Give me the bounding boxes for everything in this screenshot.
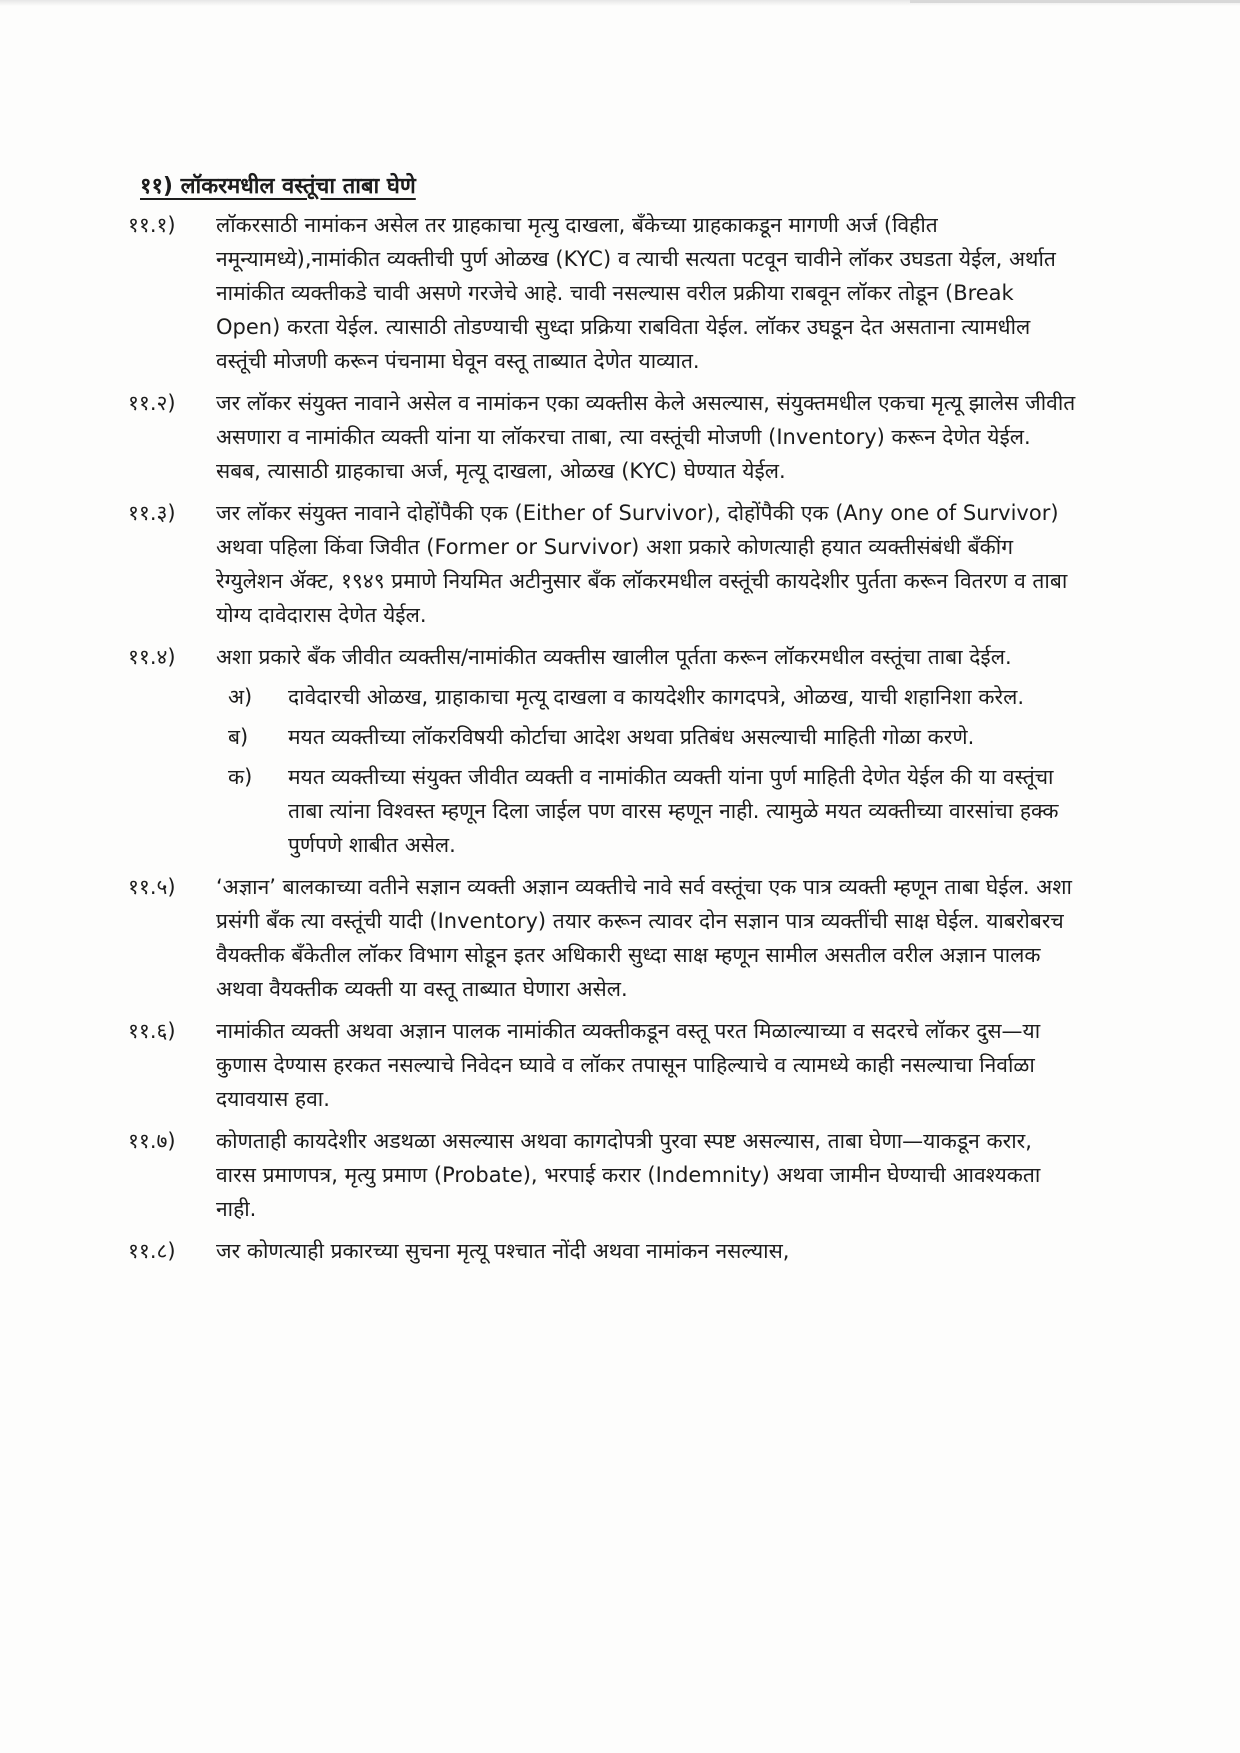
clause-11-8 xyxy=(128,1234,1078,1268)
sub-clause-label: क) xyxy=(228,765,253,789)
sub-clause-label: ब) xyxy=(228,725,249,749)
clause-number: ११.५) xyxy=(128,875,176,899)
clause-text: जर कोणत्याही प्रकारच्या सुचना मृत्यू पश्चात नोंदी अथवा नामांकन नसल्यास, xyxy=(216,1239,790,1263)
clause-text: जर लॉकर संयुक्त नावाने असेल व नामांकन एका व्यक्तीस केले असल्यास, संयुक्तमधील एकचा मृत्यू झालेस जीवीत असणारा व नामांकीत व्यक्ती यांना या लॉकरचा ताबा, त्या वस्तूंची मोजणी (Inventory) करून देणेत येईल. सबब, त्यासाठी ग्राहकाचा अर्ज, मृत्यू दाखला, ओळख (KYC) घेण्यात येईल. xyxy=(216,391,1076,483)
clause-11-5 xyxy=(128,870,1078,1006)
clause-11-1 xyxy=(128,208,1078,378)
clause-number: ११.७) xyxy=(128,1129,176,1153)
sub-clause-c xyxy=(228,760,1078,862)
document-body xyxy=(128,170,1078,1276)
clause-text: ‘अज्ञान’ बालकाच्या वतीने सज्ञान व्यक्ती अज्ञान व्यक्तीचे नावे सर्व वस्तूंचा एक पात्र व्यक्ती म्हणून ताबा घेईल. अशा प्रसंगी बँक त्या वस्तूंची यादी (Inventory) तयार करून त्यावर दोन सज्ञान पात्र व्यक्तींची साक्ष घेईल. याबरोबरच वैयक्तीक बँकेतील लॉकर विभाग सोडून इतर अधिकारी सुध्दा साक्ष म्हणून सामील असतील वरील अज्ञान पालक अथवा वैयक्तीक व्यक्ती या वस्तू ताब्यात घेणारा असेल. xyxy=(216,875,1072,1001)
section-title: ११) लॉकरमधील वस्तूंचा ताबा घेणे xyxy=(140,174,416,199)
clause-11-2 xyxy=(128,386,1078,488)
clause-number: ११.२) xyxy=(128,391,176,415)
clause-number: ११.८) xyxy=(128,1239,176,1263)
sub-clause-b xyxy=(228,720,1078,754)
sub-clause-label: अ) xyxy=(228,685,253,709)
clause-11-4 xyxy=(128,640,1078,862)
clause-11-3 xyxy=(128,496,1078,632)
clause-text: जर लॉकर संयुक्त नावाने दोहोंपैकी एक (Either of Survivor), दोहोंपैकी एक (Any one of Survivor) अथवा पहिला किंवा जिवीत (Former or Survivor) अशा प्रकारे कोणत्याही हयात व्यक्तीसंबंधी बँकींग रेग्युलेशन ॲक्ट, १९४९ प्रमाणे नियमित अटीनुसार बँक लॉकरमधील वस्तूंची कायदेशीर पुर्तता करून वितरण व ताबा योग्य दावेदारास देणेत येईल. xyxy=(216,501,1068,627)
clause-number: ११.३) xyxy=(128,501,176,525)
clause-11-7 xyxy=(128,1124,1078,1226)
clause-text: नामांकीत व्यक्ती अथवा अज्ञान पालक नामांकीत व्यक्तीकडून वस्तू परत मिळाल्याच्या व सदरचे लॉकर दुस—या कुणास देण्यास हरकत नसल्याचे निवेदन घ्यावे व लॉकर तपासून पाहिल्याचे व त्यामध्ये काही नसल्याचा निर्वाळा दयावयास हवा. xyxy=(216,1019,1041,1111)
clause-text: कोणताही कायदेशीर अडथळा असल्यास अथवा कागदोपत्री पुरवा स्पष्ट असल्यास, ताबा घेणा—याकडून करार, वारस प्रमाणपत्र, मृत्यु प्रमाण (Probate), भरपाई करार (Indemnity) अथवा जामीन घेण्याची आवश्यकता नाही. xyxy=(216,1129,1041,1221)
clause-text: लॉकरसाठी नामांकन असेल तर ग्राहकाचा मृत्यु दाखला, बँकेच्या ग्राहकाकडून मागणी अर्ज (विहीत नमून्यामध्ये),नामांकीत व्यक्तीची पुर्ण ओळख (KYC) व त्याची सत्यता पटवून चावीने लॉकर उघडता येईल, अर्थात नामांकीत व्यक्तीकडे चावी असणे गरजेचे आहे. चावी नसल्यास वरील प्रक्रीया राबवून लॉकर तोडून (Break Open) करता येईल. त्यासाठी तोडण्याची सुध्दा प्रक्रिया राबविता येईल. लॉकर उघडून देत असताना त्यामधील वस्तूंची मोजणी करून पंचनामा घेवून वस्तू ताब्यात देणेत याव्यात. xyxy=(216,213,1056,373)
scan-corner-mark xyxy=(910,0,1240,3)
sub-clause-a xyxy=(228,680,1078,714)
sub-clause-text: मयत व्यक्तीच्या संयुक्त जीवीत व्यक्ती व नामांकीत व्यक्ती यांना पुर्ण माहिती देणेत येईल की या वस्तूंचा ताबा त्यांना विश्वस्त म्हणून दिला जाईल पण वारस म्हणून नाही. त्यामुळे मयत व्यक्तीच्या वारसांचा हक्क पुर्णपणे शाबीत असेल. xyxy=(288,765,1059,857)
sub-clause-list xyxy=(216,680,1078,862)
clause-11-6 xyxy=(128,1014,1078,1116)
sub-clause-text: मयत व्यक्तीच्या लॉकरविषयी कोर्टाचा आदेश अथवा प्रतिबंध असल्याची माहिती गोळा करणे. xyxy=(288,725,975,749)
clause-number: ११.४) xyxy=(128,645,176,669)
sub-clause-text: दावेदारची ओळख, ग्राहाकाचा मृत्यू दाखला व कायदेशीर कागदपत्रे, ओळख, याची शहानिशा करेल. xyxy=(288,685,1025,709)
clause-text: अशा प्रकारे बँक जीवीत व्यक्तीस/नामांकीत व्यक्तीस खालील पूर्तता करून लॉकरमधील वस्तूंचा ताबा देईल. xyxy=(216,645,1012,669)
clause-number: ११.१) xyxy=(128,213,176,237)
clause-number: ११.६) xyxy=(128,1019,176,1043)
